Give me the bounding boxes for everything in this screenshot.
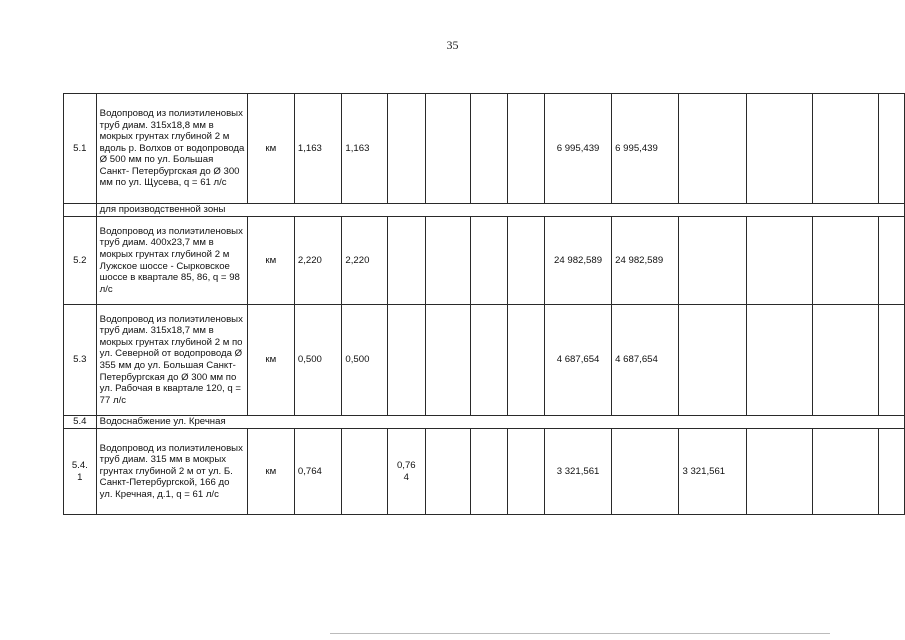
row-cost-stage-1: 6 995,439 [612,94,679,204]
row-quantity-stage-2 [387,217,425,305]
row-number: 5.2 [64,217,97,305]
row-cell [425,94,470,204]
row-cell [813,305,879,416]
row-cost-stage-2 [679,94,746,204]
row-cell [746,94,812,204]
row-quantity-total: 2,220 [294,217,342,305]
row-number: 5.4. 1 [64,429,97,515]
row-cost-total: 24 982,589 [544,217,611,305]
row-quantity-total: 1,163 [294,94,342,204]
row-quantity-stage-2: 0,76 4 [387,429,425,515]
row-number: 5.1 [64,94,97,204]
row-cost-stage-2 [679,217,746,305]
row-cell [746,305,812,416]
row-cell [813,94,879,204]
row-cost-total: 4 687,654 [544,305,611,416]
table-row [64,204,905,217]
cost-table [63,93,905,515]
row-cell [879,217,905,305]
row-cell [507,429,544,515]
row-cell [813,429,879,515]
row-number [64,204,97,217]
row-cell [507,217,544,305]
row-cell [746,217,812,305]
row-quantity-stage-1: 1,163 [342,94,388,204]
table-row [64,94,905,204]
row-cost-total: 3 321,561 [544,429,611,515]
row-description: Водопровод из полиэтиленовых труб диам. 315х18,7 мм в мокрых грунтах глубиной 2 м по ул. Северной от водопровода Ø 355 мм до ул. Большая Санкт- Петербургская до Ø 300 мм по ул. Рабочая в квартале 120, q = 77 л/с [96,305,247,416]
row-unit: км [247,94,294,204]
table-row [64,217,905,305]
row-description: Водопровод из полиэтиленовых труб диам. 315х18,8 мм в мокрых грунтах глубиной 2 м вдоль р. Волхов от водопровода Ø 500 мм по ул. Большая Санкт- Петербургская до Ø 300 мм по ул. Щусева, q = 61 л/с [96,94,247,204]
row-unit: км [247,305,294,416]
row-quantity-stage-1: 2,220 [342,217,388,305]
section-heading: для производственной зоны [96,204,904,217]
row-quantity-stage-2 [387,94,425,204]
row-cell [507,94,544,204]
row-quantity-stage-1: 0,500 [342,305,388,416]
row-cell [813,217,879,305]
row-cost-stage-2 [679,305,746,416]
row-quantity-total: 0,500 [294,305,342,416]
row-cell [507,305,544,416]
row-quantity-total: 0,764 [294,429,342,515]
row-cell [470,217,507,305]
row-description: Водопровод из полиэтиленовых труб диам. 400х23,7 мм в мокрых грунтах глубиной 2 м Лужское шоссе - Сырковское шоссе в квартале 85, 86, q = 98 л/с [96,217,247,305]
table-row [64,305,905,416]
row-cell [746,429,812,515]
row-cost-total: 6 995,439 [544,94,611,204]
row-cell [879,305,905,416]
row-number: 5.4 [64,416,97,429]
row-unit: км [247,429,294,515]
row-quantity-stage-2 [387,305,425,416]
row-cost-stage-1: 4 687,654 [612,305,679,416]
table-row [64,416,905,429]
scan-artifact-line [330,633,830,634]
row-cell [879,94,905,204]
row-cell [425,305,470,416]
row-unit: км [247,217,294,305]
page-number: 35 [446,38,459,52]
row-cost-stage-1 [612,429,679,515]
row-cost-stage-2: 3 321,561 [679,429,746,515]
row-cell [879,429,905,515]
row-cell [470,305,507,416]
row-description: Водопровод из полиэтиленовых труб диам. 315 мм в мокрых грунтах глубиной 2 м от ул. Б. Санкт-Петербургской, 166 до ул. Кречная, д.1, q = 61 л/с [96,429,247,515]
row-cell [425,429,470,515]
row-quantity-stage-1 [342,429,388,515]
row-cell [470,429,507,515]
row-cell [470,94,507,204]
subsection-heading: Водоснабжение ул. Кречная [96,416,904,429]
row-cell [425,217,470,305]
row-cost-stage-1: 24 982,589 [612,217,679,305]
row-number: 5.3 [64,305,97,416]
table-row [64,429,905,515]
